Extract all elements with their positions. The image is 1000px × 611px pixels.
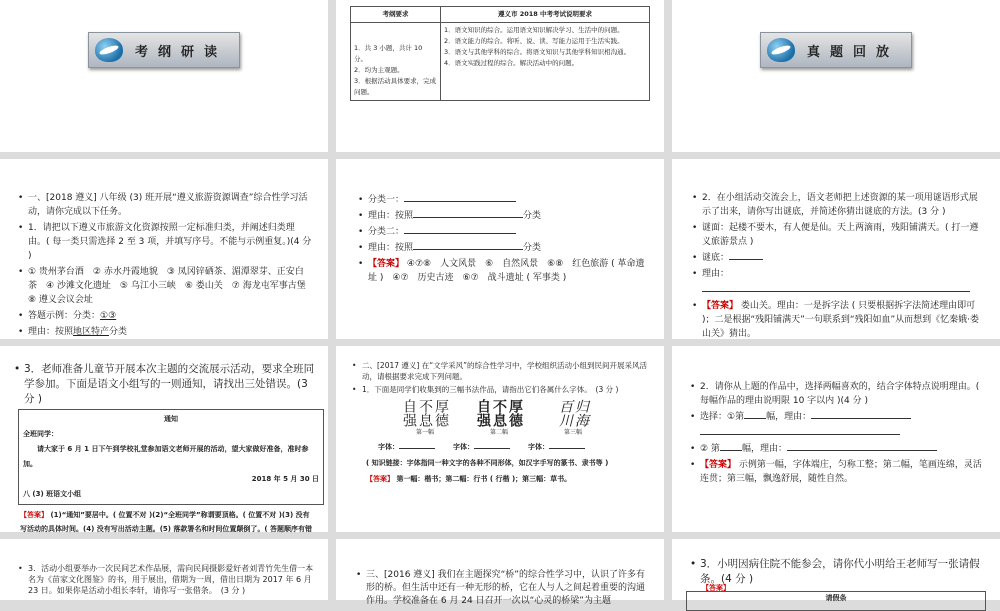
answer-block: • 【答案】 示例第一幅，字体端庄，匀称工整；第二幅，笔画连绵，灵活连贯；第三幅，飘逸舒展，随性自然。 xyxy=(690,458,988,486)
table-header: 遵义市 2018 中考考试说明要求 xyxy=(441,7,650,23)
example-line: • 答题示例：分类：①③ xyxy=(18,309,312,323)
category-two-field: • 分类二： xyxy=(358,225,648,239)
slide-notice xyxy=(0,346,328,532)
answer-label: 【答案】 xyxy=(702,584,730,592)
notice-date: 2018 年 5 月 30 日 xyxy=(251,475,319,483)
question-text: • 3．活动小组要举办一次民间艺术作品展，需向民间摄影爱好者刘青竹先生借一本名为《苗家文化图鉴》的书，用于展出，借期为一周，借出日期为 2017 年 6 月 23 日。如果你是活动小组长李轩，请你写一张借条。 (3 分 ) xyxy=(18,563,314,596)
calligraphy-works xyxy=(352,399,654,436)
banner-logo-icon xyxy=(767,38,795,62)
notice-body: 请大家于 6 月 1 日下午到学校礼堂参加语文老师开展的活动，望大家做好准备，准时参加。 xyxy=(23,445,309,468)
question-text: • 1．请把以下遵义市旅游文化资源按照一定标准归类，并阐述归类理由。( 每一类只需选择 2 至 3 项，并填写序号。不能与示例重复。)(4 分 ) xyxy=(18,221,312,263)
slide-iou xyxy=(0,539,328,600)
slide-zhenti xyxy=(672,0,1000,152)
question-text: • 3．小明因病住院不能参会，请你代小明给王老师写一张请假条。(4 分 ) xyxy=(690,557,990,587)
calligraphy-work-3: 百川 归海 第三幅 xyxy=(557,399,589,436)
table-cell: 1．语文知识的综合。运用语文知识解决学习、生活中的问题。 2．语文能力的综合。将听、说、读、写能力运用于生活实践。 3．语文与其他学科的综合。将语文知识与其他学科知识相沟通。 4．语文实践过程的综合。解决活动中的问题。 xyxy=(441,23,650,101)
question-text: • 1．下面是同学们收集到的三幅书法作品，请指出它们各属什么字体。 (3 分 ) xyxy=(352,384,654,395)
notice-greeting: 全班同学： xyxy=(23,430,58,438)
notice-title: 通知 xyxy=(164,415,178,423)
answer-block: 【答案】 第一幅：楷书；第二幅：行书 ( 行楷 )；第三幅：草书。 xyxy=(366,475,572,483)
choice-two-field: • ② 第 幅，理由： xyxy=(690,442,988,456)
question-intro: • 一、[2018 遵义] 八年级 (3) 班开展“遵义旅游资源调查”综合性学习活动，请你完成以下任务。 xyxy=(18,191,312,219)
blank-line xyxy=(692,283,984,297)
slide-riddle xyxy=(672,159,1000,339)
table-cell: 1．共 3 小题，共计 10 分。 2．均为主观题。 3．根据活动具体要求，完成问题。 xyxy=(351,23,441,101)
knowledge-link: ( 知识链接：字体指同一种文字的各种不同形体，如汉字手写的篆书、隶书等 ) xyxy=(366,459,609,467)
question-intro: • 二、[2017 遵义] 在“文学采风”的综合性学习中，学校组织活动小组到民间开展采风活动，请根据要求完成下列问题。 xyxy=(352,360,654,382)
answer-field: • 谜底： xyxy=(692,251,984,265)
banner-title: 真题回放 xyxy=(806,44,899,60)
question-text: • 2．请你从上题的作品中，选择两幅喜欢的，结合字体特点说明理由。( 每幅作品的理由说明限 10 字以内 )(4 分 ) xyxy=(690,380,988,408)
answer-block: • 【答案】 ④⑦⑧ 人文风景 ⑥ 自然风景 ⑥⑧ 红色旅游 ( 革命遗址 ) ④⑦ 历史古迹 ⑥⑦ 战斗遗址 ( 军事类 ) xyxy=(358,257,648,285)
choice-one-field: • 选择：①第 幅，理由： xyxy=(690,410,988,424)
banner-title: 考纲研读 xyxy=(134,44,227,60)
title-banner xyxy=(88,32,240,68)
slide-leave-note xyxy=(672,539,1000,600)
category-one-field: • 分类一： xyxy=(358,193,648,207)
title-banner xyxy=(760,32,912,68)
requirements-table xyxy=(350,6,650,101)
slide-choose-works xyxy=(672,346,1000,532)
leave-note-box xyxy=(686,591,986,611)
question-text: • 2．在小组活动交流会上，语文老师把上述资源的某一项用谜语形式展示了出来，请你写出谜底，并简述你猜出谜底的方法。(3 分 ) xyxy=(692,191,984,219)
riddle-text: • 谜面：起楼不要木，有人便是仙。天上两滴雨，残阳铺满天。( 打一遵义旅游景点 ) xyxy=(692,221,984,249)
table-header: 考纲要求 xyxy=(351,7,441,23)
banner-logo-icon xyxy=(95,38,123,62)
slide-2018-q1 xyxy=(0,159,328,339)
calligraphy-work-2: 自强 不息 厚德 第二幅 xyxy=(475,399,523,436)
answer-block: • 【答案】 娄山关。理由：一是拆字法 ( 只要根据拆字法简述理由即可 )；二是根据“残阳铺满天”一句联系到“残阳如血”从而想到《忆秦娥·娄山关》猜出。 xyxy=(692,299,984,341)
answer-block: 【答案】 (1)“通知”要居中。( 位置不对 )(2)“全班同学”称谓要顶格。( 位置不对 )(3) 没有写活动的具体时间。(4) 没有写出活动主题。(5) 落款署名和时间位置颠倒了。( 答题顺序有错 xyxy=(20,511,313,533)
slide-calligraphy xyxy=(336,346,664,532)
notice-box xyxy=(18,409,324,505)
reason-one-field: • 理由：按照 分类 xyxy=(358,209,648,223)
slide-requirements-table xyxy=(336,0,664,152)
calligraphy-work-1: 自强 不息 厚德 第一幅 xyxy=(401,399,449,436)
question-intro: • 三、[2016 遵义] 我们在主题探究“桥”的综合性学习中，认识了许多有形的桥。但生活中还有一种无形的桥，它在人与人之间起着重要的沟通作用。学校准备在 6 月 24 日召开一次以“心灵的桥梁”为主题 xyxy=(356,569,652,608)
question-text: • 3．老师准备儿童节开展本次主题的交流展示活动，要求全班同学参加。下面是语文小组写的一则通知，请找出三处错误。(3 分 ) xyxy=(14,362,320,407)
leave-note-title: 请假条 xyxy=(825,594,847,602)
options-list: • ① 贵州茅台酒 ② 赤水丹霞地貌 ③ 凤冈锌硒茶、湄潭翠芽、正安白茶 ④ 沙滩文化遗址 ⑤ 乌江小三峡 ⑥ 娄山关 ⑦ 海龙屯军事古堡 ⑧ 遵义会议会址 xyxy=(18,265,312,307)
slide-kaogang xyxy=(0,0,328,152)
blank-line xyxy=(690,426,988,440)
reason-two-field: • 理由：按照 分类 xyxy=(358,241,648,255)
font-fields: 字体： 字体： 字体： xyxy=(352,440,654,452)
slide-bridge xyxy=(336,539,664,606)
slide-classification-answer xyxy=(336,159,664,339)
reason-field: • 理由： xyxy=(692,267,984,281)
notice-sign: 八 (3) 班语文小组 xyxy=(23,490,82,498)
reason-line: • 理由：按照地区特产分类 xyxy=(18,325,312,339)
